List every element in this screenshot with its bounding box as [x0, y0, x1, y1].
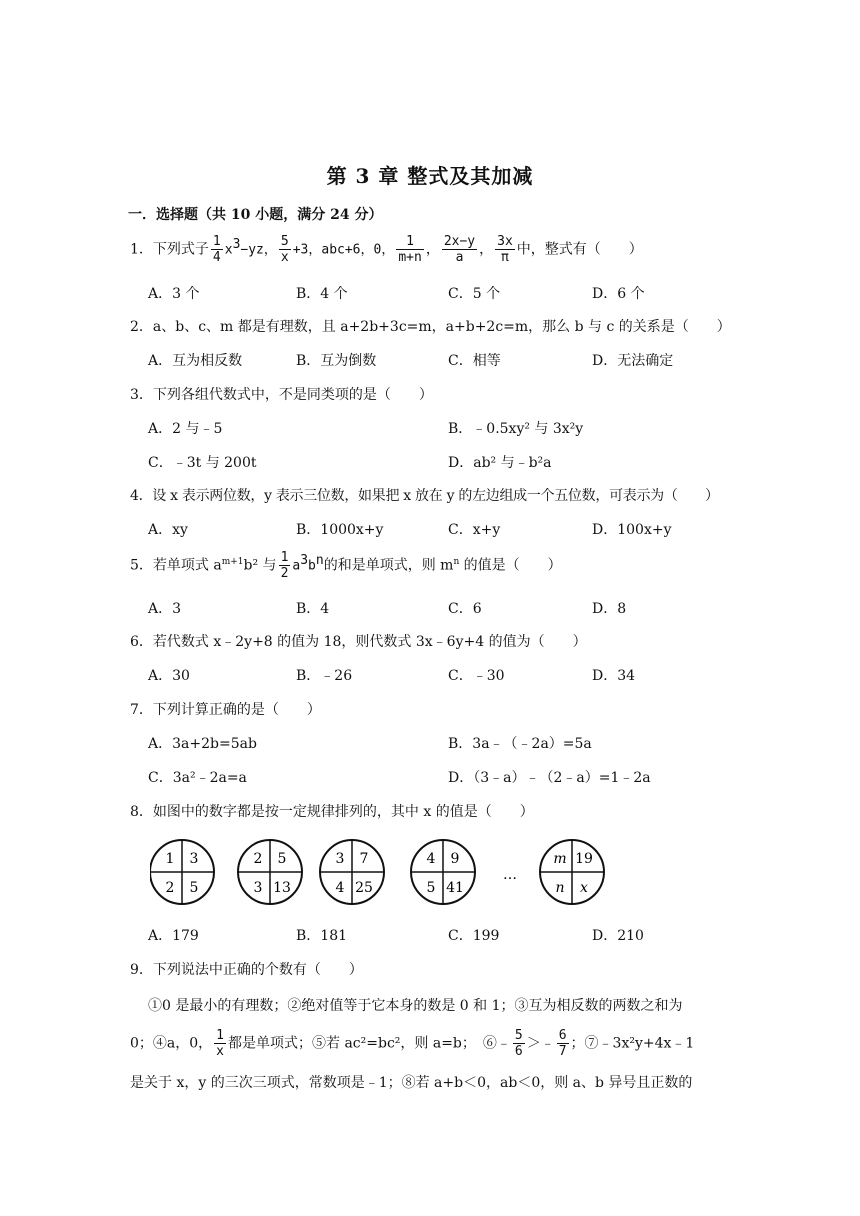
circle-cell-value: 19 [575, 851, 593, 867]
q1-term-2: +3，abc+6，0， [292, 242, 395, 258]
q3-option-b[interactable]: B．﹣0.5xy² 与 3x²y [448, 421, 584, 437]
q4-option-b[interactable]: B．1000x+y [296, 522, 384, 538]
circle-cell-value: 4 [335, 880, 345, 896]
circle-cell-value: 25 [355, 880, 373, 896]
q2-option-d[interactable]: D．无法确定 [592, 353, 674, 369]
q9-line-3: 是关于 x，y 的三次三项式，常数项是﹣1；⑧若 a+b＜0，ab＜0，则 a、b 异号且正数的 [130, 1075, 693, 1091]
q8-option-d[interactable]: D．210 [592, 928, 644, 944]
q6-option-a[interactable]: A．30 [148, 668, 190, 684]
circle-cell-value: 7 [359, 851, 369, 867]
question-4: 4．设 x 表示两位数，y 表示三位数，如果把 x 放在 y 的左边组成一个五位数，可表示为（ ） [130, 488, 719, 504]
circle-cell-value: 3 [189, 851, 199, 867]
q3-option-c[interactable]: C．﹣3t 与 200t [148, 455, 257, 471]
q1-frac-4: $\frac{2x-y}{a}$ [443, 234, 476, 265]
q2-option-a[interactable]: A．互为相反数 [148, 353, 243, 369]
q8-circle-pattern-figure [150, 834, 620, 910]
q5-option-a[interactable]: A．3 [148, 601, 182, 617]
q1-term-1b: −yz， [240, 242, 277, 258]
q1-option-a[interactable]: A．3 个 [148, 286, 200, 302]
q9-line2-a: 0；④a，0， [130, 1035, 213, 1052]
q7-option-d[interactable]: D．（3﹣a）﹣（2﹣a）=1﹣2a [448, 770, 651, 786]
circle-cell-value: 13 [273, 880, 291, 896]
q5-option-b[interactable]: B．4 [296, 601, 330, 617]
circle-cell-value: x [580, 880, 588, 896]
q4-option-c[interactable]: C．x+y [448, 522, 501, 538]
q9-line-2 [130, 1028, 694, 1059]
q5-sup3: n [315, 552, 324, 568]
q5-sup4: n [453, 556, 460, 567]
q2-option-b[interactable]: B．互为倒数 [296, 353, 377, 369]
circle-cell-value: 5 [426, 880, 436, 896]
q1-prefix: 1．下列式子 [130, 241, 209, 258]
q3-option-a[interactable]: A．2 与﹣5 [148, 421, 223, 437]
circle-cell-value: 41 [446, 880, 464, 896]
q6-option-b[interactable]: B．﹣26 [296, 668, 353, 684]
circle-pattern-svg [150, 834, 620, 910]
q5-mono-a: a [292, 558, 301, 574]
circle-cell-value: 2 [253, 851, 263, 867]
q5-sup1: m+1 [221, 556, 244, 567]
q1-option-b[interactable]: B．4 个 [296, 286, 348, 302]
q6-option-c[interactable]: C．﹣30 [448, 668, 505, 684]
q1-frac-1: $\frac{1}{4}$ [212, 234, 221, 265]
q1-frac-2: $\frac{5}{x}$ [280, 234, 289, 265]
q5-sup2: 3 [300, 552, 309, 568]
q5-pre: 5．若单项式 a [130, 557, 222, 574]
q3-option-d[interactable]: D．ab² 与﹣b²a [448, 455, 552, 471]
question-5 [130, 550, 562, 581]
circle-cell-value: n [555, 880, 565, 896]
question-1: 1．下列式子 $\frac{1}{4}$ $x^3-yz$， $\frac{5}{x}$ +3，abc+6，0， $\frac{1}{m+n}$ ， $\frac{2x-y}{a}$ ， $\frac{3x}{\pi}$ 中，整式有（ ） [130, 234, 643, 265]
page-title: 第 3 章 整式及其加减 [326, 164, 534, 188]
q9-line2-d: ；⑦﹣3x²y+4x﹣1 [570, 1035, 695, 1052]
q5-mid: b² 与 [243, 557, 277, 574]
question-7: 7．下列计算正确的是（ ） [130, 702, 321, 718]
circle-cell-value: 3 [335, 851, 345, 867]
question-9: 9．下列说法中正确的个数有（ ） [130, 962, 363, 978]
q2-option-c[interactable]: C．相等 [448, 353, 501, 369]
q8-option-c[interactable]: C．199 [448, 928, 500, 944]
circle-cell-value: m [553, 851, 567, 867]
question-8: 8．如图中的数字都是按一定规律排列的，其中 x 的值是（ ） [130, 804, 534, 820]
question-2: 2．a、b、c、m 都是有理数，且 a+2b+3c=m，a+b+2c=m，那么 b 与 c 的关系是（ ） [130, 319, 731, 335]
circle-cell-value: 5 [277, 851, 287, 867]
q5-mono-b: b [308, 558, 316, 574]
q9-line-1: ①0 是最小的有理数；②绝对值等于它本身的数是 0 和 1；③互为相反数的两数之和为 [148, 998, 683, 1014]
q1-term-1: x [224, 242, 233, 258]
circle-cell-value: 9 [450, 851, 460, 867]
q5-option-c[interactable]: C．6 [448, 601, 482, 617]
q5-post2: 的值是（ ） [459, 557, 562, 574]
q7-option-a[interactable]: A．3a+2b=5ab [148, 736, 257, 752]
q9-frac-2: $\frac{5}{6}$ [514, 1028, 523, 1059]
q1-frac-5: $\frac{3x}{\pi}$ [497, 234, 513, 265]
q7-option-b[interactable]: B．3a﹣（﹣2a）=5a [448, 736, 592, 752]
q1-suffix: 中，整式有（ ） [516, 241, 643, 258]
q8-option-a[interactable]: A．179 [148, 928, 199, 944]
q1-option-c[interactable]: C．5 个 [448, 286, 501, 302]
q5-post: 的和是单项式，则 m [323, 557, 454, 574]
q1-option-d[interactable]: D．6 个 [592, 286, 645, 302]
q1-frac-3: $\frac{1}{m+n}$ [398, 234, 422, 265]
q4-option-a[interactable]: A．xy [148, 522, 188, 538]
q7-option-c[interactable]: C．3a²﹣2a=a [148, 770, 247, 786]
section-heading: 一．选择题（共 10 小题，满分 24 分） [128, 207, 383, 223]
question-3: 3．下列各组代数式中，不是同类项的是（ ） [130, 387, 433, 403]
q5-option-d[interactable]: D．8 [592, 601, 627, 617]
circle-cell-value: 3 [253, 880, 263, 896]
circle-cell-value: 1 [165, 851, 175, 867]
q9-line2-b: 都是单项式；⑤若 ac²=bc²，则 a=b； ⑥﹣ [228, 1035, 511, 1052]
question-6: 6．若代数式 x﹣2y+8 的值为 18，则代数式 3x﹣6y+4 的值为（ ） [130, 634, 587, 650]
q1-exp: 3 [232, 236, 241, 252]
circle-cell-value: 5 [189, 880, 199, 896]
circle-cell-value: 2 [165, 880, 175, 896]
circle-cell-value: 4 [426, 851, 436, 867]
q8-option-b[interactable]: B．181 [296, 928, 348, 944]
q6-option-d[interactable]: D．34 [592, 668, 636, 684]
q9-line2-c: ＞﹣ [526, 1035, 555, 1052]
q9-frac-3: $\frac{6}{7}$ [558, 1028, 567, 1059]
q9-frac-1: $\frac{1}{x}$ [216, 1028, 224, 1059]
ellipsis: … [503, 867, 517, 883]
q5-frac: $\frac{1}{2}$ [280, 550, 289, 581]
q4-option-d[interactable]: D．100x+y [592, 522, 672, 538]
